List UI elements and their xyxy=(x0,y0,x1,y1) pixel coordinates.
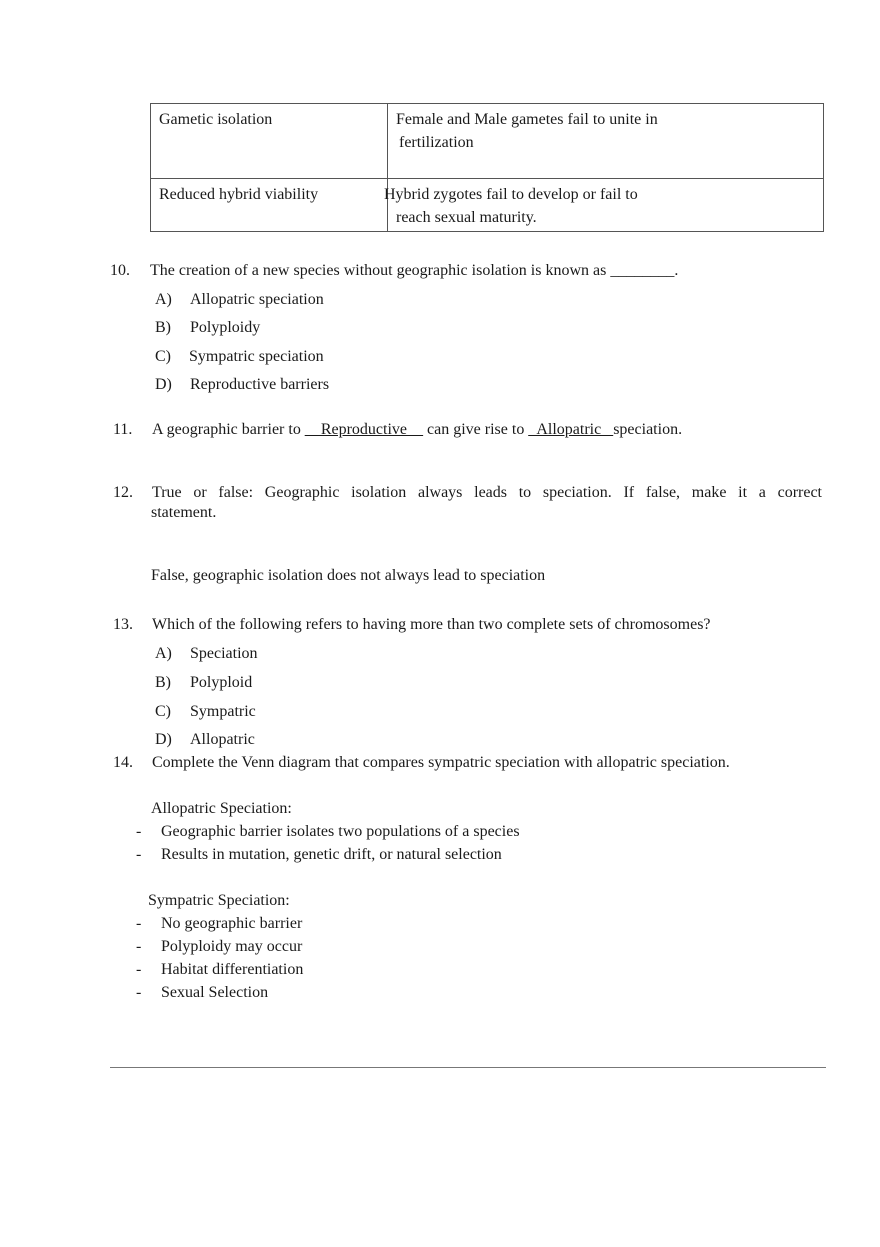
question-text-continued: statement. xyxy=(151,504,217,521)
bullet: - xyxy=(136,846,142,863)
option-text: Sympatric xyxy=(190,703,256,720)
option-text: Reproductive barriers xyxy=(190,376,330,393)
list-item: No geographic barrier xyxy=(161,915,303,932)
option-letter: D) xyxy=(155,376,172,393)
table-cell-term: Reduced hybrid viability xyxy=(151,179,388,232)
option-text: Allopatric xyxy=(190,731,255,748)
sympatric-heading: Sympatric Speciation: xyxy=(148,892,290,909)
option-letter: C) xyxy=(155,348,171,365)
list-item: Sexual Selection xyxy=(161,984,269,1001)
bullet: - xyxy=(136,984,142,1001)
answer-blank: __Reproductive__ xyxy=(304,421,424,438)
list-item: Polyploidy may occur xyxy=(161,938,303,955)
footer-rule xyxy=(110,1067,826,1068)
option-letter: C) xyxy=(155,703,171,720)
question-number: 13. xyxy=(113,616,133,633)
option-text: Polyploidy xyxy=(190,319,261,336)
question-number: 14. xyxy=(113,754,133,771)
question-text: True or false: Geographic isolation always leads to speciation. If false, make it a correct xyxy=(152,484,822,501)
bullet: - xyxy=(136,915,142,932)
option-text: Sympatric speciation xyxy=(189,348,324,365)
question-text: Complete the Venn diagram that compares sympatric speciation with allopatric speciation. xyxy=(152,754,730,771)
option-text: Polyploid xyxy=(190,674,253,691)
bullet: - xyxy=(136,961,142,978)
table-cell-term: Gametic isolation xyxy=(151,104,388,179)
option-letter: D) xyxy=(155,731,172,748)
table-cell-description: Hybrid zygotes fail to develop or fail to reach sexual maturity. xyxy=(388,179,824,232)
isolation-table xyxy=(150,103,824,232)
bullet: - xyxy=(136,938,142,955)
list-item: Habitat differentiation xyxy=(161,961,304,978)
option-letter: A) xyxy=(155,291,172,308)
option-letter: A) xyxy=(155,645,172,662)
question-text: The creation of a new species without geographic isolation is known as ________. xyxy=(150,262,679,279)
list-item: Geographic barrier isolates two populations of a species xyxy=(161,823,520,840)
question-text: A geographic barrier to __Reproductive__ can give rise to _Allopatric_ speciation. xyxy=(152,421,683,438)
option-text: Allopatric speciation xyxy=(190,291,324,308)
list-item: Results in mutation, genetic drift, or natural selection xyxy=(161,846,502,863)
answer-text: False, geographic isolation does not always lead to speciation xyxy=(151,567,546,584)
allopatric-heading: Allopatric Speciation: xyxy=(151,800,292,817)
table-row xyxy=(151,179,824,232)
option-text: Speciation xyxy=(190,645,258,662)
question-text: Which of the following refers to having more than two complete sets of chromosomes? xyxy=(152,616,711,633)
table-cell-description: Female and Male gametes fail to unite in fertilization xyxy=(388,104,824,179)
option-letter: B) xyxy=(155,319,171,336)
table-row xyxy=(151,104,824,179)
answer-blank: _Allopatric_ xyxy=(528,421,614,438)
question-number: 12. xyxy=(113,484,133,501)
option-letter: B) xyxy=(155,674,171,691)
question-number: 11. xyxy=(113,421,133,438)
bullet: - xyxy=(136,823,142,840)
question-number: 10. xyxy=(110,262,130,279)
